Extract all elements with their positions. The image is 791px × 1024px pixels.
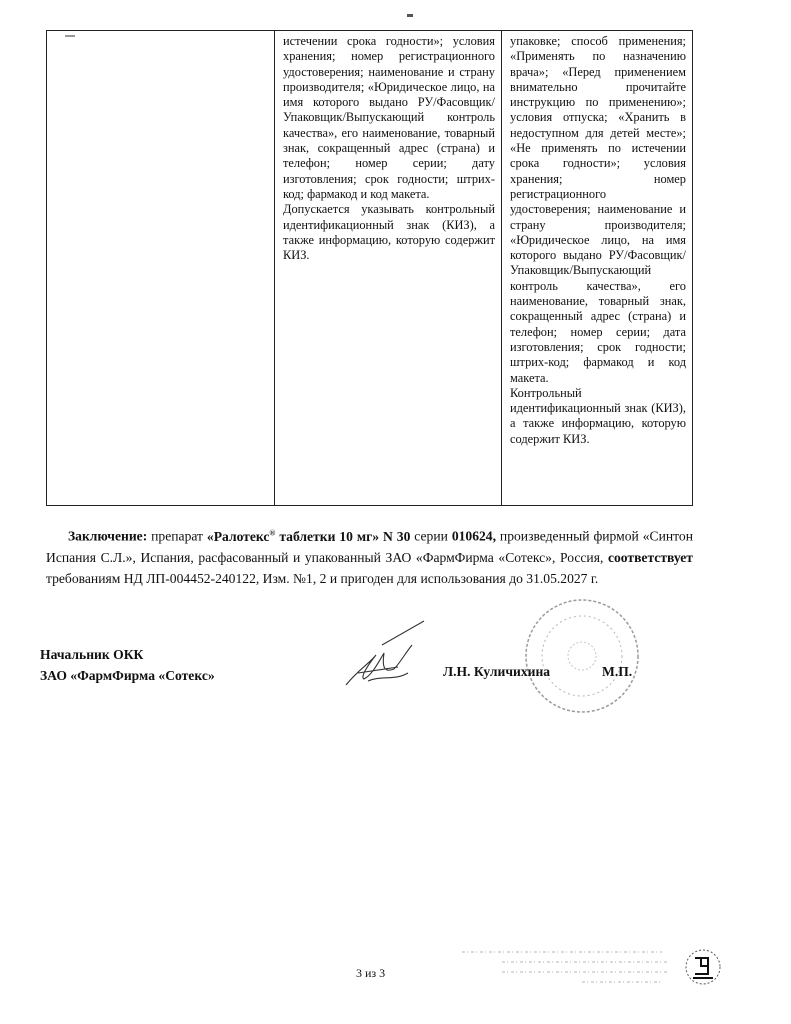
- signatory-role: [40, 644, 215, 686]
- text: требованиям НД ЛП-004452-240122, Изм. №1, 2 и пригоден для использования до 31.05.2027 г.: [46, 570, 599, 586]
- role-line: ЗАО «ФармФирма «Сотекс»: [40, 668, 215, 683]
- text: произведенный фирмой «Синтон Испания С.Л.», Испания, расфасованный и упакованный ЗАО «ФармФирма «Сотекс», Россия,: [46, 528, 693, 565]
- series-number: 010624,: [451, 528, 496, 544]
- text: серии: [410, 528, 452, 544]
- role-line: Начальник ОКК: [40, 647, 144, 662]
- stamp-seal: [504, 596, 654, 716]
- table-col-1: [47, 31, 275, 505]
- text: препарат: [147, 528, 207, 544]
- table-cell-text: упаковке; способ применения; «Применять по назначению врача»; «Перед применением внимательно прочитайте инструкцию по применению»; условия отпуска; «Хранить в недоступном для детей месте»; «Не применять по истечении срока годности»; условия хранения; номер регистрационного удостоверения; наименование и страну производителя; «Юридическое лицо, на имя которого выдано РУ/Фасовщик/Упаковщик/Выпускающий контроль качества», его наименование, товарный знак, сокращенный адрес (страна) и телефон; номер серии; дата изготовления; срок годности; штрих-код; фармакод и код макета. Контрольный идентификационный знак (КИЗ), а также информацию, которую содержит КИЗ.: [510, 34, 686, 446]
- table-cell-text: истечении срока годности»; условия хранения; номер регистрационного удостоверения; наименование и страну производителя; «Юридическое лицо, на имя которого выдано РУ/Фасовщик/Упаковщик/Выпускающий контроль качества», его наименование, товарный знак, сокращенный адрес (страна) и телефон; номер серии; дату изготовления; срок годности; штрих-код; фармакод и код макета. Допускается указывать контрольный идентификационный знак (КИЗ), а также информацию, которую содержит КИЗ.: [283, 34, 495, 263]
- scan-mark: [65, 35, 75, 37]
- page-number: 3 из 3: [356, 966, 386, 980]
- requirements-table: [46, 30, 693, 506]
- scan-mark: [407, 14, 413, 17]
- document-stamp-icon: [683, 946, 723, 988]
- signatory-name: Л.Н. Куличихина: [443, 664, 551, 679]
- table-col-3: [502, 31, 692, 505]
- handwritten-signature: [338, 615, 438, 695]
- complies-word: соответствует: [607, 549, 693, 565]
- footer-faint-text: [462, 944, 672, 988]
- conclusion-label: Заключение:: [68, 528, 148, 544]
- conclusion-paragraph: [46, 522, 693, 589]
- table-col-2: [275, 31, 502, 505]
- product-name: «Ралотекс® таблетки 10 мг» N 30: [206, 528, 411, 544]
- stamp-place-label: М.П.: [602, 664, 633, 679]
